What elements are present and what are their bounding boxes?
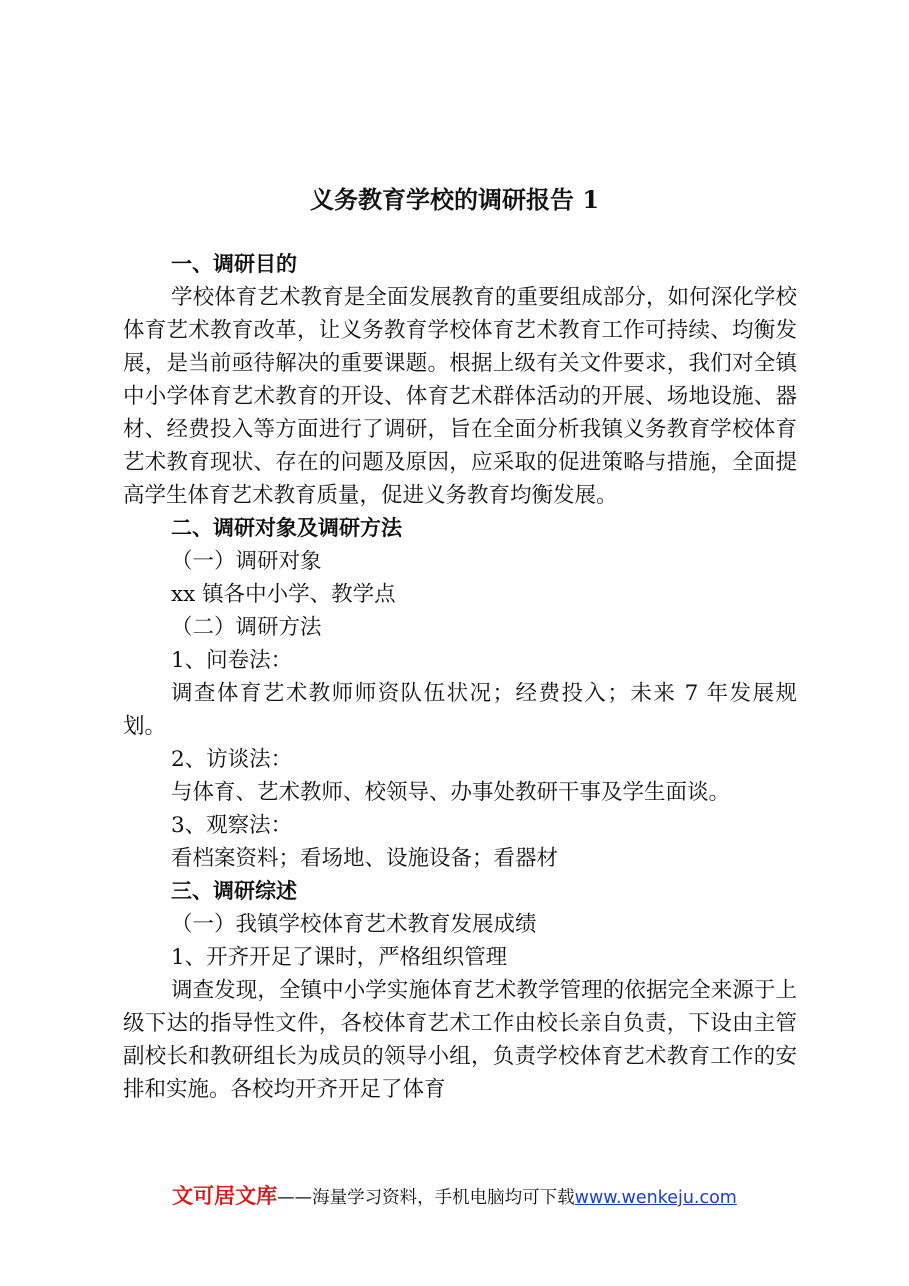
subjects-text: xx 镇各中小学、教学点: [171, 582, 396, 607]
method-observation-text: 看档案资料；看场地、设施设备；看器材: [171, 846, 559, 871]
footer-slogan: ——海量学习资料，手机电脑均可下载: [277, 1188, 575, 1208]
paragraph-findings: 调查发现，全镇中小学实施体育艺术教学管理的依据完全来源于上级下达的指导性文件，各校体育艺术工作由校长亲自负责，下设由主管副校长和教研组长为成员的领导小组，负责学校体育艺术教育工作的安排和实施。各校均开齐开足了体育: [123, 978, 797, 1102]
footer-link[interactable]: www.wenkeju.com: [574, 1188, 737, 1208]
method-observation-label: 3、观察法：: [171, 813, 293, 838]
footer-banner: [0, 1182, 909, 1212]
section-heading-purpose: 一、调研目的: [171, 252, 297, 276]
method-interview-text: 与体育、艺术教师、校领导、办事处教研干事及学生面谈。: [171, 780, 731, 805]
subheading-methods: （二）调研方法: [171, 615, 322, 640]
document-title: 义务教育学校的调研报告 1: [309, 185, 600, 214]
section-heading-subjects-methods: 二、调研对象及调研方法: [171, 516, 402, 540]
section-heading-summary: 三、调研综述: [171, 879, 297, 903]
footer-brand: 文可居文库: [172, 1184, 278, 1208]
method-questionnaire-label: 1、问卷法：: [171, 648, 293, 673]
paragraph-purpose: 学校体育艺术教育是全面发展教育的重要组成部分，如何深化学校体育艺术教育改革，让义务教育学校体育艺术教育工作可持续、均衡发展，是当前亟待解决的重要课题。根据上级有关文件要求，我们对全镇中小学体育艺术教育的开设、体育艺术群体活动的开展、场地设施、器材、经费投入等方面进行了调研，旨在全面分析我镇义务教育学校体育艺术教育现状、存在的问题及原因，应采取的促进策略与措施，全面提高学生体育艺术教育质量，促进义务教育均衡发展。: [123, 285, 797, 508]
document-body: [123, 248, 797, 1106]
method-interview-label: 2、访谈法：: [171, 747, 293, 772]
subheading-subjects: （一）调研对象: [171, 549, 322, 574]
achievement-item-1: 1、开齐开足了课时，严格组织管理: [171, 945, 508, 970]
subheading-achievements: （一）我镇学校体育艺术教育发展成绩: [171, 912, 537, 937]
method-questionnaire-text: 调查体育艺术教师师资队伍状况；经费投入；未来 7 年发展规划。: [123, 681, 797, 739]
